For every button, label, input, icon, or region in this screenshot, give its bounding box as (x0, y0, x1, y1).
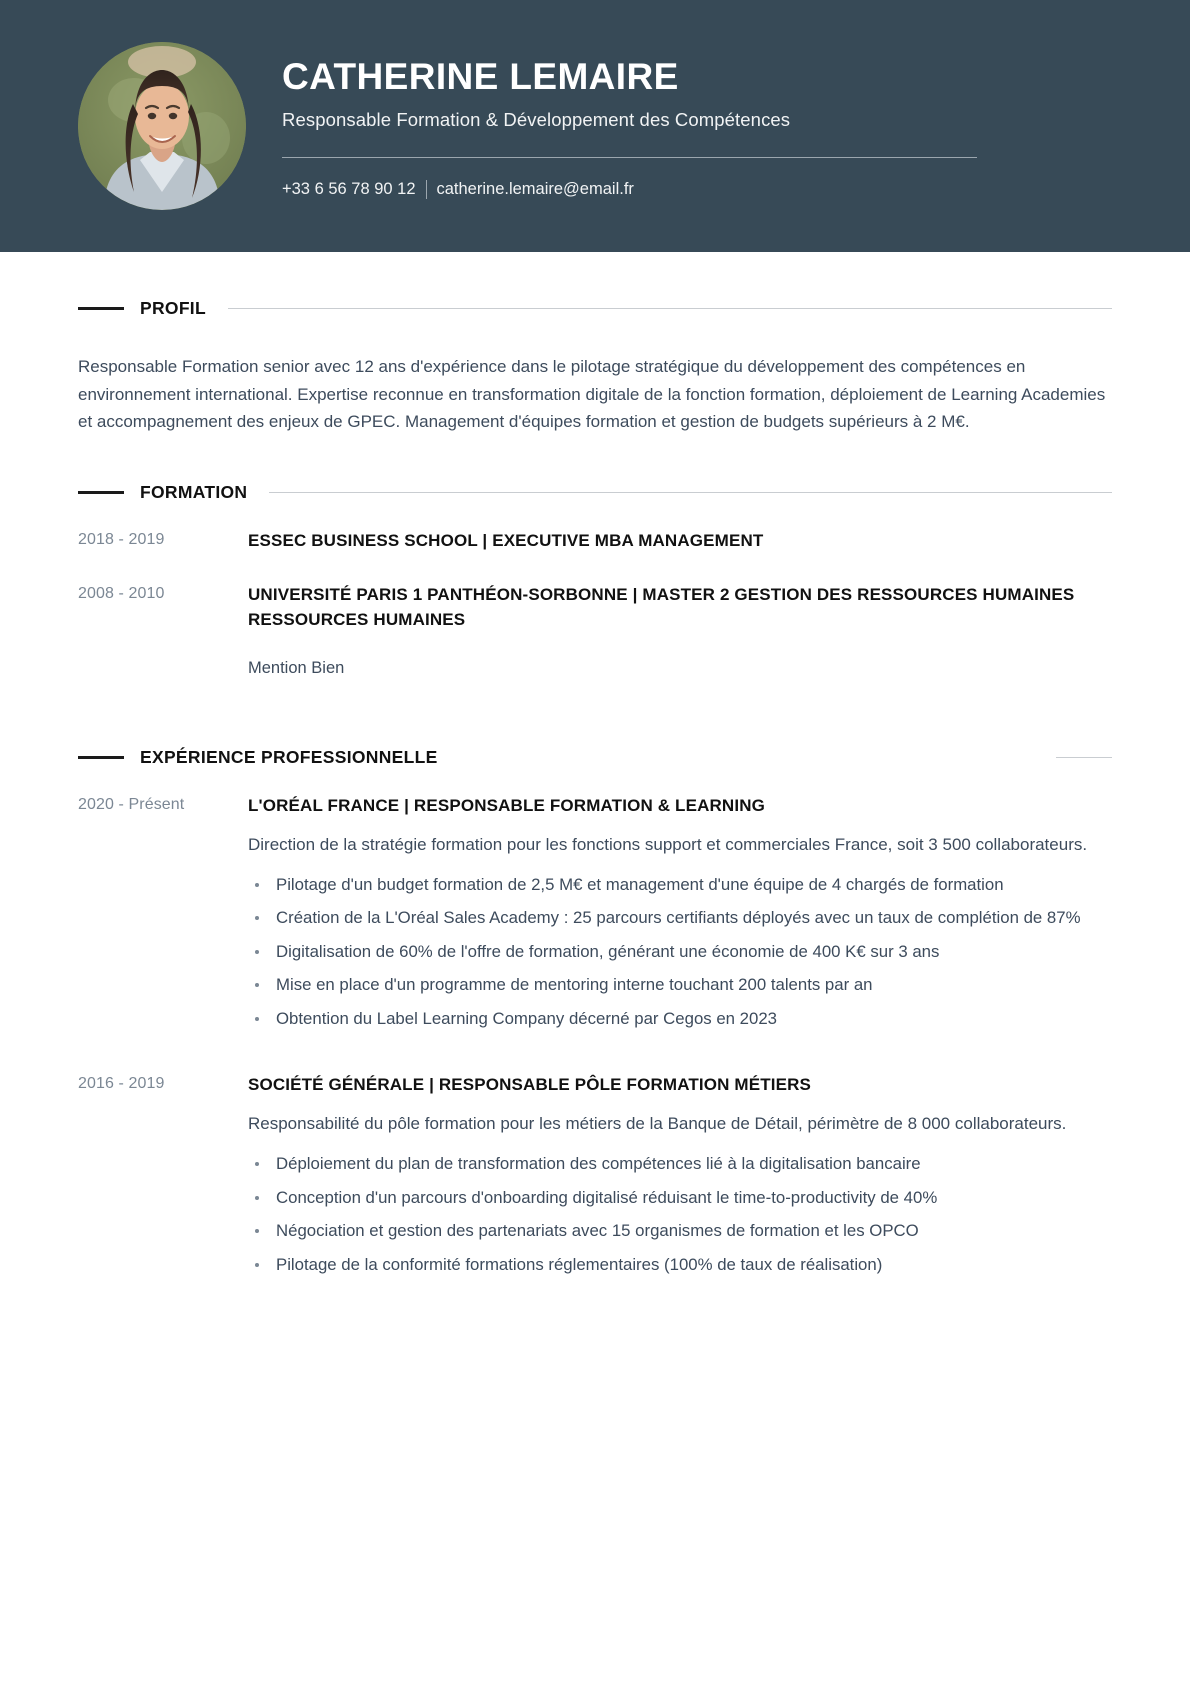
section-title: FORMATION (140, 481, 248, 502)
list-item: Conception d'un parcours d'onboarding digitalisé réduisant le time-to-productivity de 40% (248, 1185, 1112, 1212)
entry-description: Responsabilité du pôle formation pour les métiers de la Banque de Détail, périmètre de 8 000 collaborateurs. (248, 1114, 1067, 1134)
list-item: Négociation et gestion des partenariats avec 15 organismes de formation et les OPCO (248, 1218, 1112, 1245)
list-item: Pilotage d'un budget formation de 2,5 M€ et management d'une équipe de 4 chargés de formation (248, 872, 1112, 899)
section-profile (78, 252, 1112, 436)
list-item: Digitalisation de 60% de l'offre de formation, générant une économie de 400 K€ sur 3 ans (248, 939, 1112, 966)
entry-title: L'ORÉAL FRANCE | RESPONSABLE FORMATION & LEARNING (248, 795, 766, 815)
resume-header (0, 0, 1190, 252)
entry-description: Direction de la stratégie formation pour les fonctions support et commerciales France, soit 3 500 collaborateurs. (248, 834, 1088, 854)
education-entry (78, 529, 1112, 554)
experience-entry (78, 1073, 1112, 1285)
list-item: Obtention du Label Learning Company décerné par Cegos en 2023 (248, 1006, 1112, 1033)
experience-entry (78, 794, 1112, 1039)
entry-body (248, 529, 1112, 554)
header-divider (282, 157, 977, 158)
entry-body (248, 1073, 1112, 1285)
header-text-block (282, 53, 1102, 198)
list-item: Déploiement du plan de transformation des compétences lié à la digitalisation bancaire (248, 1151, 1112, 1178)
achievement-list (248, 1151, 1112, 1278)
avatar (78, 42, 246, 210)
resume-body (0, 252, 1190, 1285)
section-heading-formation (78, 482, 1112, 503)
entry-dates: 2008 - 2010 (78, 585, 165, 603)
profile-summary: Responsable Formation senior avec 12 ans d'expérience dans le pilotage stratégique du développement des compétences en environnement international. Expertise reconnue en transformation digitale de la fonction formation, déploiement de Learning Academies et accompagnement des enjeux de GPEC. Management d'équipes formation et gestion de budgets supérieurs à 2 M€. (78, 357, 1106, 432)
heading-rule (228, 308, 1112, 309)
job-title: Responsable Formation & Développement des Compétences (282, 108, 791, 130)
section-title: EXPÉRIENCE PROFESSIONNELLE (140, 746, 438, 767)
section-experience (78, 747, 1112, 1285)
heading-dash-icon (78, 307, 124, 310)
list-item: Mise en place d'un programme de mentoring interne touchant 200 talents par an (248, 972, 1112, 999)
education-entry (78, 583, 1112, 681)
entry-dates: 2020 - Présent (78, 795, 185, 813)
entry-dates: 2018 - 2019 (78, 530, 165, 548)
list-item: Pilotage de la conformité formations réglementaires (100% de taux de réalisation) (248, 1252, 1112, 1279)
entry-note: Mention Bien (248, 658, 345, 677)
section-heading-experience (78, 747, 1112, 768)
section-title: PROFIL (140, 298, 206, 318)
entry-body (248, 794, 1112, 1039)
entry-dates: 2016 - 2019 (78, 1075, 165, 1093)
section-formation (78, 482, 1112, 681)
contact-separator (426, 180, 427, 199)
email-address: catherine.lemaire@email.fr (436, 179, 634, 198)
entry-body (248, 583, 1112, 681)
avatar-photo-icon (78, 42, 246, 210)
entry-title: UNIVERSITÉ PARIS 1 PANTHÉON-SORBONNE | MASTER 2 GESTION DES RESSOURCES HUMAINES RESSOURCES HUMAINES (248, 585, 1075, 629)
contact-line (282, 180, 1102, 199)
list-item: Création de la L'Oréal Sales Academy : 25 parcours certifiants déployés avec un taux de complétion de 87% (248, 905, 1112, 932)
entry-title: SOCIÉTÉ GÉNÉRALE | RESPONSABLE PÔLE FORMATION MÉTIERS (248, 1075, 812, 1095)
heading-dash-icon (78, 756, 124, 759)
achievement-list (248, 872, 1112, 1033)
heading-rule (460, 757, 1112, 758)
phone-number: +33 6 56 78 90 12 (282, 179, 416, 198)
heading-dash-icon (78, 491, 124, 494)
section-heading-profile (78, 298, 1112, 319)
heading-rule (269, 492, 1112, 493)
entry-title: ESSEC BUSINESS SCHOOL | EXECUTIVE MBA MANAGEMENT (248, 530, 764, 550)
page-title: CATHERINE LEMAIRE (282, 56, 679, 98)
